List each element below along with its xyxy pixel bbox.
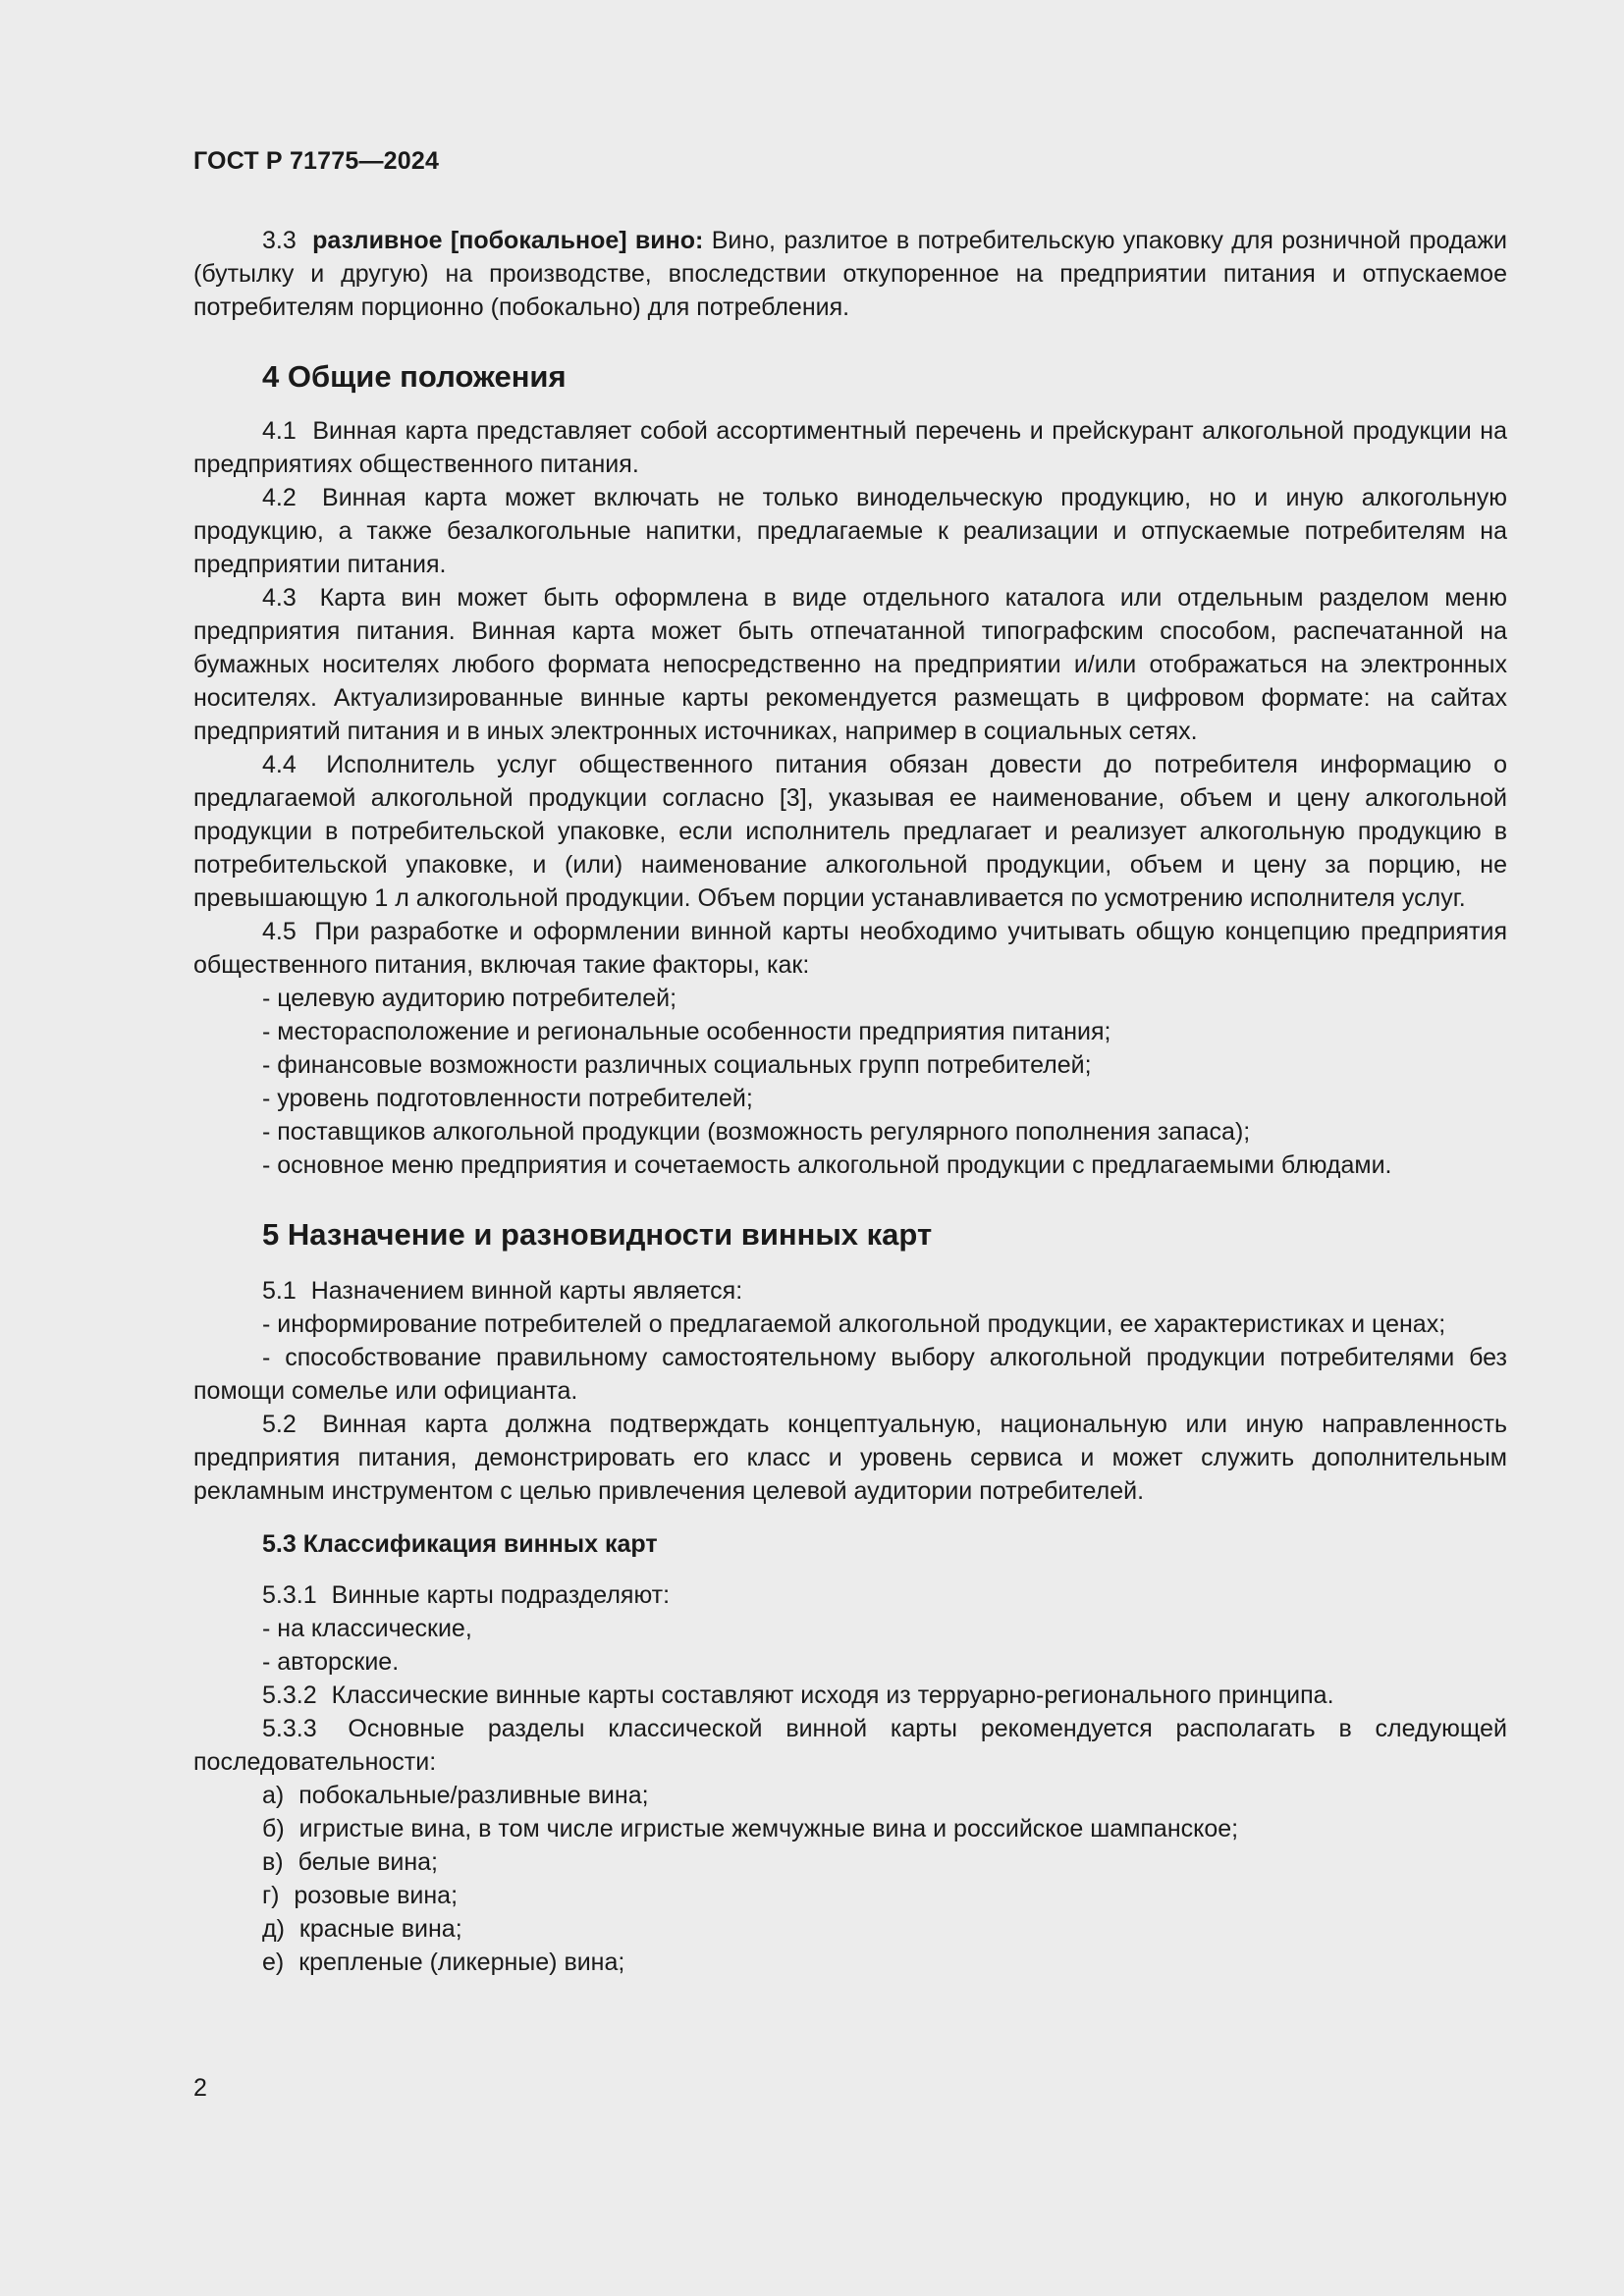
list-item: - на классические, xyxy=(262,1615,472,1642)
list-item xyxy=(193,1845,1507,1879)
list-letter: в) xyxy=(262,1848,284,1876)
paragraph-4-3 xyxy=(193,581,1507,748)
paragraph-text: Винная карта представляет собой ассортиментный перечень и прейскурант алкогольной продукции на предприятиях общественного питания. xyxy=(193,417,1507,478)
paragraph-number: 4.5 xyxy=(262,918,297,945)
paragraph-number: 3.3 xyxy=(262,227,297,254)
list-letter: б) xyxy=(262,1815,285,1842)
list-letter: г) xyxy=(262,1882,280,1909)
paragraph-number: 5.2 xyxy=(262,1411,297,1438)
paragraph-3-3 xyxy=(193,224,1507,324)
paragraph-4-4 xyxy=(193,748,1507,915)
paragraph-text: Классические винные карты составляют исходя из терруарно-регионального принципа. xyxy=(331,1682,1334,1709)
list-text: крепленые (ликерные) вина; xyxy=(298,1949,625,1976)
paragraph-number: 4.4 xyxy=(262,751,297,778)
term-name: разливное [побокальное] вино: xyxy=(312,227,704,254)
page-content xyxy=(193,224,1507,1979)
list-item: - способствование правильному самостоятельному выбору алкогольной продукции потребителями без помощи сомелье или официанта. xyxy=(193,1344,1507,1405)
paragraph-number: 5.3.3 xyxy=(262,1715,317,1742)
list-text: белые вина; xyxy=(298,1848,438,1876)
list-letter: е) xyxy=(262,1949,285,1976)
paragraph-text: Винная карта должна подтверждать концептуальную, национальную или иную направленность предприятия питания, демонстрировать его класс и уровень сервиса и может служить дополнительным рекламным инструментом с целью привлечения целевой аудитории потребителей. xyxy=(193,1411,1507,1505)
list-text: розовые вина; xyxy=(294,1882,459,1909)
paragraph-4-1 xyxy=(193,414,1507,481)
paragraph-5-3-1 xyxy=(193,1578,1507,1612)
paragraph-text: Основные разделы классической винной карты рекомендуется располагать в следующей последовательности: xyxy=(193,1715,1507,1776)
list-letter: а) xyxy=(262,1782,285,1809)
section-5-heading: 5 Назначение и разновидности винных карт xyxy=(262,1217,933,1252)
list-item: - поставщиков алкогольной продукции (возможность регулярного пополнения запаса); xyxy=(262,1118,1251,1146)
paragraph-number: 4.1 xyxy=(262,417,297,445)
list-item xyxy=(193,1812,1507,1845)
list-item xyxy=(193,1946,1507,1979)
paragraph-5-3-2 xyxy=(193,1679,1507,1712)
list-item xyxy=(193,1879,1507,1912)
list-text: красные вина; xyxy=(298,1915,462,1943)
list-text: побокальные/разливные вина; xyxy=(298,1782,649,1809)
paragraph-text: Винная карта может включать не только винодельческую продукцию, но и иную алкогольную продукцию, а также безалкогольные напитки, предлагаемые к реализации и отпускаемые потребителям на предприятии питания. xyxy=(193,484,1507,578)
paragraph-number: 5.3.2 xyxy=(262,1682,317,1709)
list-letter: д) xyxy=(262,1915,285,1943)
paragraph-text: Назначением винной карты является: xyxy=(310,1277,743,1305)
paragraph-number: 5.3.1 xyxy=(262,1581,317,1609)
paragraph-text: Винные карты подразделяют: xyxy=(331,1581,671,1609)
list-item xyxy=(193,1912,1507,1946)
paragraph-text: Карта вин может быть оформлена в виде отдельного каталога или отдельным разделом меню предприятия питания. Винная карта может быть отпечатанной типографским способом, распечатанной на бумажных носителях любого формата непосредственно на предприятии и/или отображаться на электронных носителях. Актуализированные винные карты рекомендуется размещать в цифровом формате: на сайтах предприятий питания и в иных электронных источниках, например в социальных сетях. xyxy=(193,584,1507,745)
subsection-5-3-heading: 5.3 Классификация винных карт xyxy=(262,1530,658,1558)
paragraph-5-2 xyxy=(193,1408,1507,1508)
page-number: 2 xyxy=(193,2074,207,2102)
paragraph-text: При разработке и оформлении винной карты необходимо учитывать общую концепцию предприятия общественного питания, включая такие факторы, как: xyxy=(193,918,1507,979)
paragraph-number: 4.3 xyxy=(262,584,297,612)
list-item xyxy=(193,1779,1507,1812)
list-item: - месторасположение и региональные особенности предприятия питания; xyxy=(262,1018,1111,1045)
list-item: - основное меню предприятия и сочетаемость алкогольной продукции с предлагаемыми блюдами. xyxy=(262,1151,1392,1179)
term-definition: Вино, разлитое в потребительскую упаковку для розничной продажи (бутылку и другую) на производстве, впоследствии откупоренное на предприятии питания и отпускаемое потребителям порционно (побокально) для потребления. xyxy=(193,227,1508,321)
list-item: - уровень подготовленности потребителей; xyxy=(262,1085,753,1112)
list-item: - информирование потребителей о предлагаемой алкогольной продукции, ее характеристиках и ценах; xyxy=(262,1310,1446,1338)
paragraph-5-3-3 xyxy=(193,1712,1507,1779)
paragraph-text: Исполнитель услуг общественного питания обязан довести до потребителя информацию о предлагаемой алкогольной продукции согласно [3], указывая ее наименование, объем и цену алкогольной продукции в потребительской упаковке, если исполнитель предлагает и реализует алкогольную продукцию в потребительской упаковке, и (или) наименование алкогольной продукции, объем и цену за порцию, не превышающую 1 л алкогольной продукции. Объем порции устанавливается по усмотрению исполнителя услуг. xyxy=(193,751,1507,912)
list-text: игристые вина, в том числе игристые жемчужные вина и российское шампанское; xyxy=(298,1815,1239,1842)
list-item: - авторские. xyxy=(262,1648,400,1676)
paragraph-4-2 xyxy=(193,481,1507,581)
section-4-heading: 4 Общие положения xyxy=(262,359,567,394)
list-item: - финансовые возможности различных социальных групп потребителей; xyxy=(262,1051,1092,1079)
list-item: - целевую аудиторию потребителей; xyxy=(262,985,677,1012)
paragraph-number: 5.1 xyxy=(262,1277,297,1305)
paragraph-4-5 xyxy=(193,915,1507,982)
paragraph-5-1 xyxy=(193,1274,1507,1308)
document-header: ГОСТ Р 71775—2024 xyxy=(193,147,440,175)
paragraph-number: 4.2 xyxy=(262,484,297,511)
